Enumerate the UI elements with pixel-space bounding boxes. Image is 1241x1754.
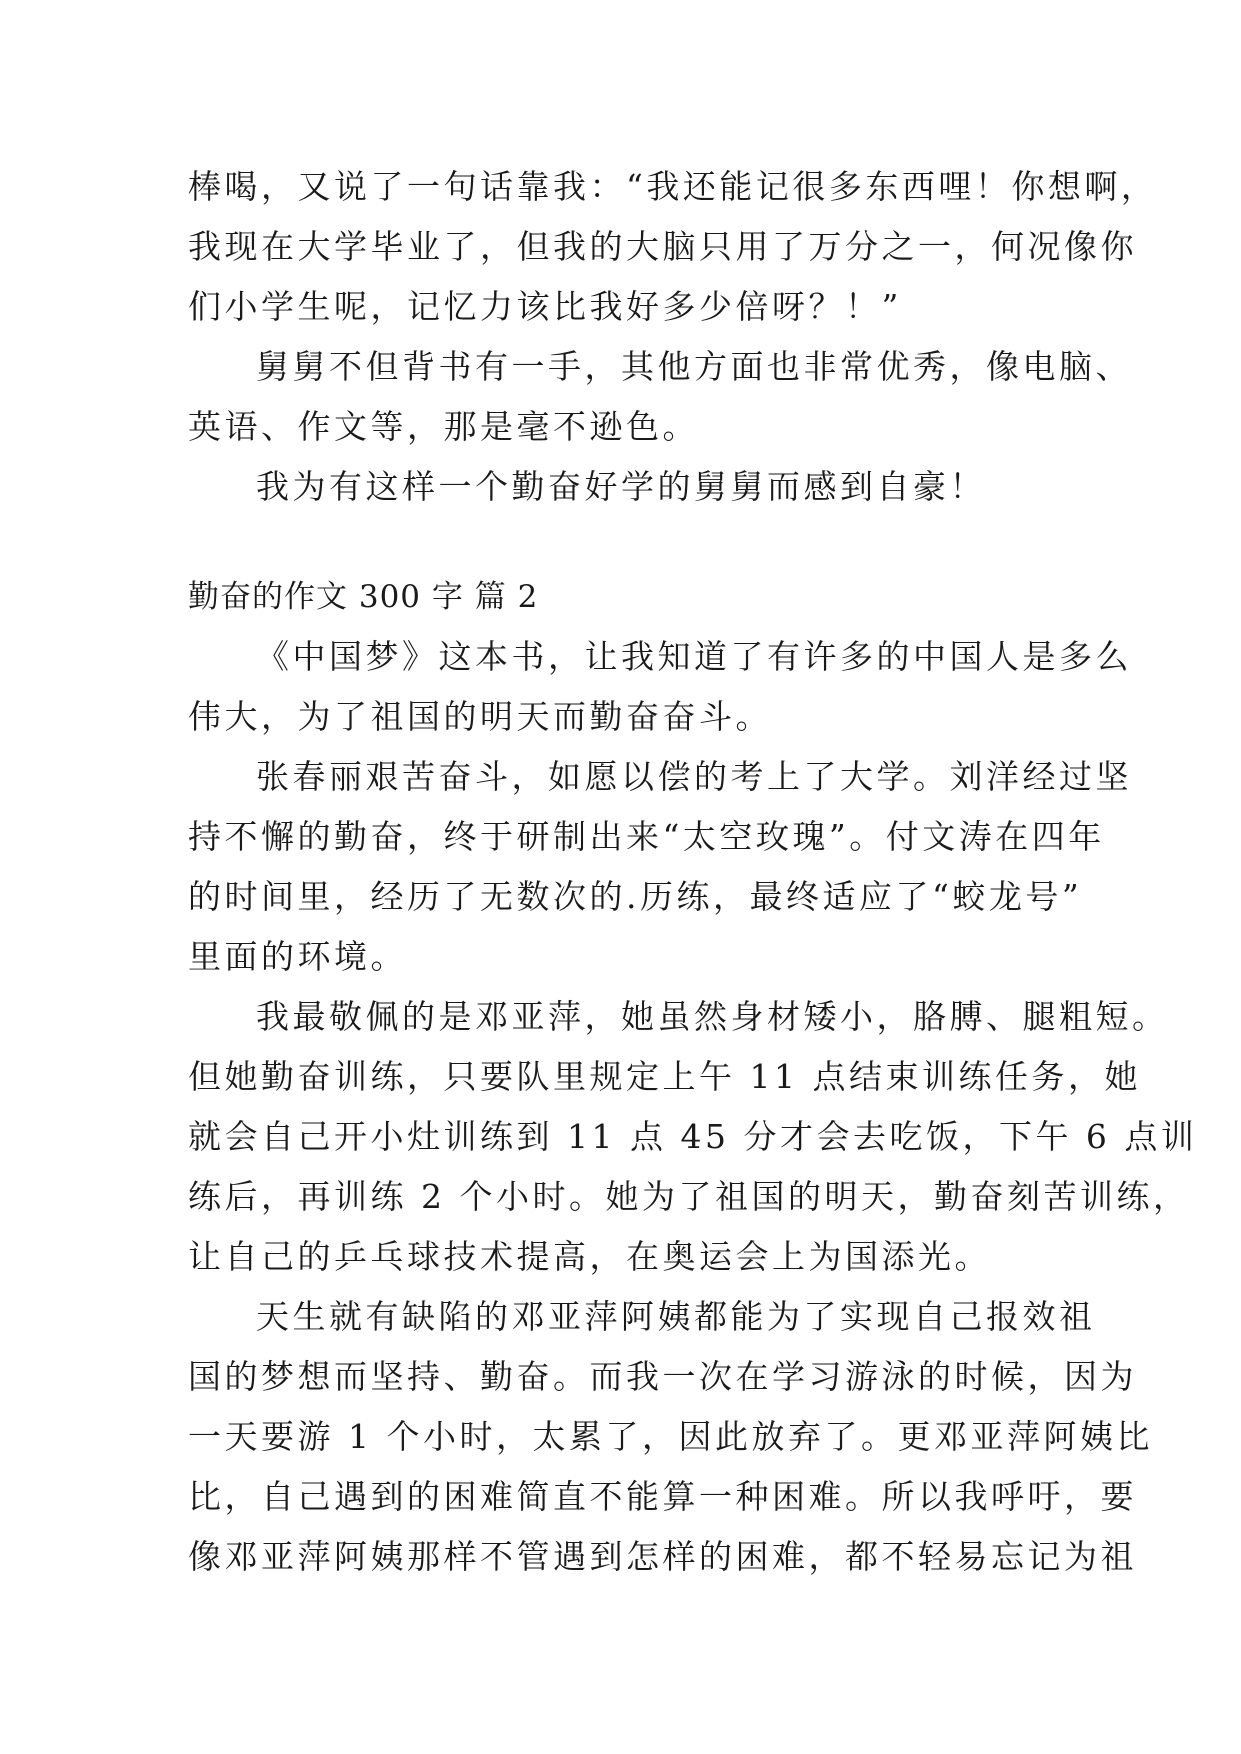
paragraph-line: 伟大，为了祖国的明天而勤奋奋斗。 — [188, 697, 772, 736]
paragraph-line: 张春丽艰苦奋斗，如愿以偿的考上了大学。刘洋经过坚 — [256, 757, 1132, 796]
paragraph-line: 像邓亚萍阿姨那样不管遇到怎样的困难，都不轻易忘记为祖 — [188, 1537, 1137, 1576]
paragraph-line: 们小学生呢，记忆力该比我好多少倍呀？！” — [188, 287, 902, 326]
paragraph-line: 天生就有缺陷的邓亚萍阿姨都能为了实现自己报效祖 — [256, 1297, 1096, 1336]
paragraph-line: 我现在大学毕业了，但我的大脑只用了万分之一，何况像你 — [188, 227, 1137, 266]
paragraph-line: 但她勤奋训练，只要队里规定上午 11 点结束训练任务，她 — [188, 1057, 1141, 1096]
paragraph-line: 舅舅不但背书有一手，其他方面也非常优秀，像电脑、 — [256, 347, 1132, 386]
paragraph-line: 《中国梦》这本书，让我知道了有许多的中国人是多么 — [256, 637, 1132, 676]
paragraph-line: 就会自己开小灶训练到 11 点 45 分才会去吃饭，下午 6 点训 — [188, 1117, 1198, 1156]
paragraph-line: 比，自己遇到的困难简直不能算一种困难。所以我呼吁，要 — [188, 1477, 1137, 1516]
paragraph-line: 一天要游 1 个小时，太累了，因此放弃了。更邓亚萍阿姨比 — [188, 1417, 1153, 1456]
paragraph-line: 我为有这样一个勤奋好学的舅舅而感到自豪！ — [256, 467, 986, 506]
paragraph-line: 棒喝，又说了一句话靠我：“我还能记很多东西哩！你想啊， — [188, 167, 1158, 206]
paragraph-line: 国的梦想而坚持、勤奋。而我一次在学习游泳的时候，因为 — [188, 1357, 1137, 1396]
paragraph-line: 的时间里，经历了无数次的.历练，最终适应了“蛟龙号” — [188, 877, 1083, 916]
paragraph-line: 里面的环境。 — [188, 937, 407, 976]
paragraph-line: 英语、作文等，那是毫不逊色。 — [188, 407, 699, 446]
paragraph-line: 持不懈的勤奋，终于研制出来“太空玫瑰”。付文涛在四年 — [188, 817, 1105, 856]
paragraph-line: 我最敬佩的是邓亚萍，她虽然身材矮小，胳膊、腿粗短。 — [256, 997, 1169, 1036]
paragraph-line: 让自己的乒乓球技术提高，在奥运会上为国添光。 — [188, 1237, 991, 1276]
section-heading: 勤奋的作文 300 字 篇 2 — [188, 579, 539, 615]
paragraph-line: 练后，再训练 2 个小时。她为了祖国的明天，勤奋刻苦训练， — [188, 1177, 1190, 1216]
